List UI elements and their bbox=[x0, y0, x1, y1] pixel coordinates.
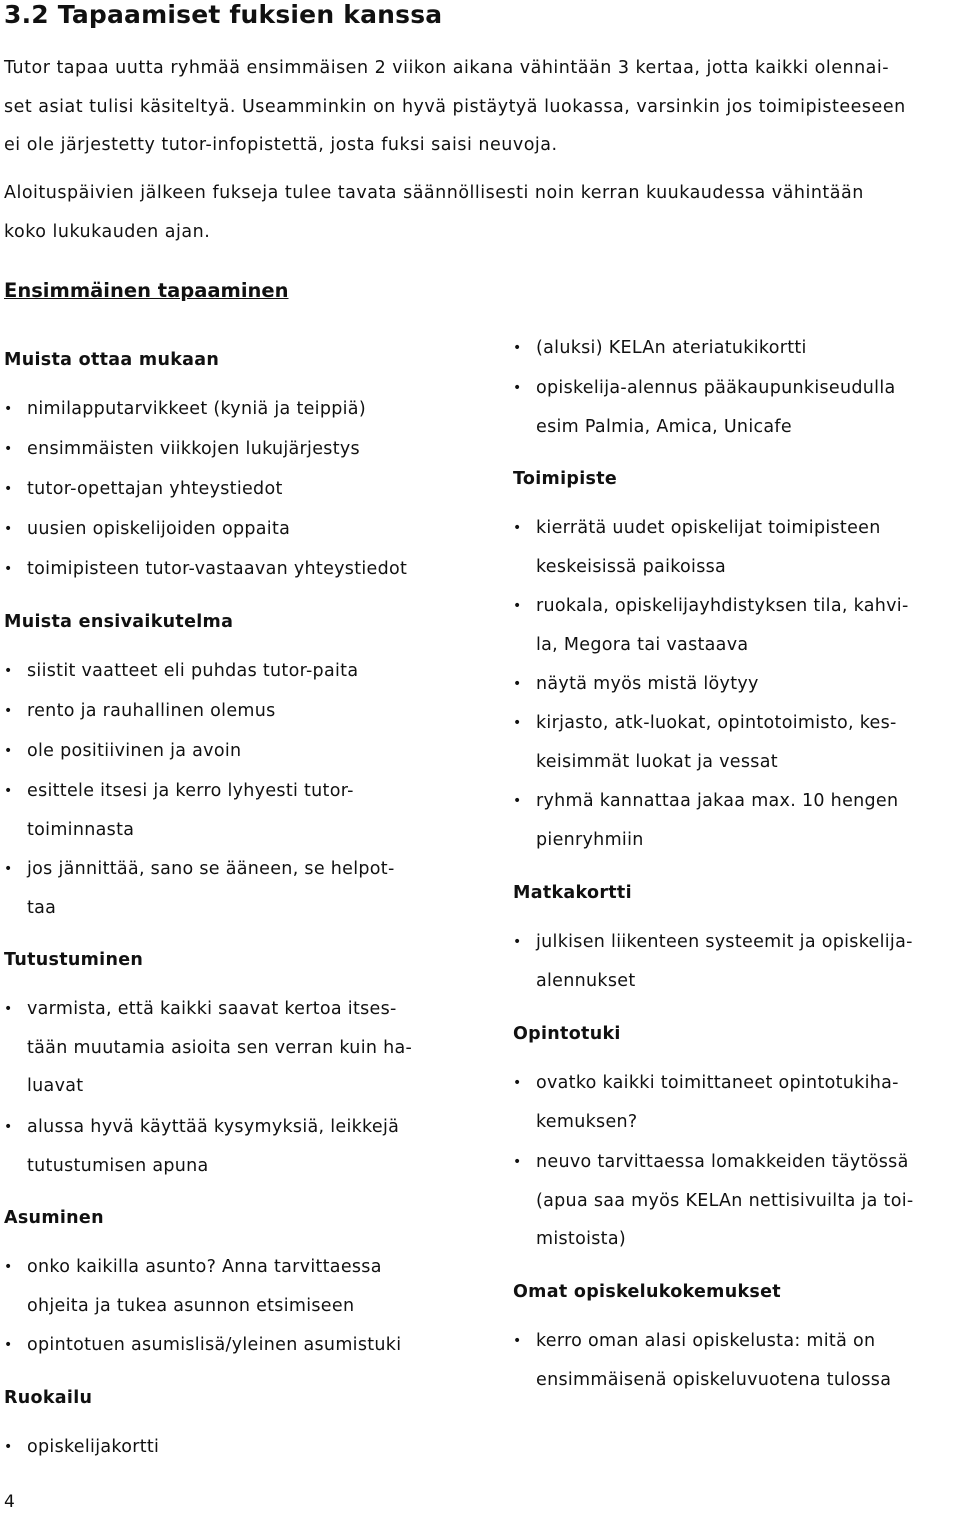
bullet-icon: • bbox=[513, 676, 522, 692]
list-item-text bbox=[27, 470, 444, 509]
bullet-icon: • bbox=[4, 481, 13, 497]
list-item bbox=[513, 369, 953, 446]
list-item bbox=[4, 1428, 444, 1467]
list-item bbox=[513, 923, 953, 1000]
list-item-line: siistit vaatteet eli puhdas tutor-paita bbox=[27, 661, 359, 681]
list-item-line: (apua saa myös KELAn nettisivuilta ja toi- bbox=[536, 1190, 914, 1211]
list-item-text bbox=[27, 1108, 444, 1185]
section-title: Ruokailu bbox=[4, 1388, 93, 1408]
list-item-text bbox=[27, 1428, 444, 1467]
bullet-icon: • bbox=[4, 783, 13, 799]
list-item-line: keisimmät luokat ja vessat bbox=[536, 751, 778, 772]
bullet-icon: • bbox=[4, 861, 13, 877]
list-item-text bbox=[27, 732, 444, 771]
intro-paragraph-2 bbox=[4, 174, 958, 251]
list-item-line: toiminnasta bbox=[27, 819, 135, 840]
bullet-icon: • bbox=[4, 561, 13, 577]
list-item bbox=[4, 550, 444, 589]
list-item-line: esittele itsesi ja kerro lyhyesti tutor- bbox=[27, 781, 354, 801]
list-item bbox=[4, 510, 444, 549]
list-item-text bbox=[27, 1326, 444, 1365]
bullet-icon: • bbox=[513, 934, 522, 950]
list-item bbox=[513, 1143, 953, 1259]
list-item-line: ovatko kaikki toimittaneet opintotukiha- bbox=[536, 1073, 899, 1093]
list-item-line: ruokala, opiskelijayhdistyksen tila, kahvi- bbox=[536, 596, 909, 616]
list-item-line: varmista, että kaikki saavat kertoa itses- bbox=[27, 999, 397, 1019]
list-item bbox=[4, 430, 444, 469]
section-title: Opintotuki bbox=[513, 1024, 621, 1044]
bullet-icon: • bbox=[4, 743, 13, 759]
list-item bbox=[4, 990, 444, 1106]
list-item-line: nimilapputarvikkeet (kyniä ja teippiä) bbox=[27, 399, 366, 419]
list-item-line: julkisen liikenteen systeemit ja opiskelija- bbox=[536, 932, 913, 952]
list-item-text bbox=[536, 369, 953, 446]
bullet-icon: • bbox=[4, 703, 13, 719]
bullet-icon: • bbox=[513, 1075, 522, 1091]
list-item-line: pienryhmiin bbox=[536, 829, 644, 850]
list-item bbox=[513, 587, 953, 664]
list-item-line: toimipisteen tutor-vastaavan yhteystiedot bbox=[27, 559, 408, 579]
intro-paragraph-1 bbox=[4, 49, 958, 165]
list-item bbox=[4, 772, 444, 849]
list-item-line: mistoista) bbox=[536, 1229, 626, 1249]
list-item-line: tään muutamia asioita sen verran kuin ha- bbox=[27, 1037, 413, 1058]
list-item-text bbox=[27, 692, 444, 731]
intro-line: koko lukukauden ajan. bbox=[4, 221, 211, 242]
list-item-text bbox=[27, 850, 444, 927]
list-item bbox=[4, 732, 444, 771]
bullet-icon: • bbox=[513, 715, 522, 731]
list-item bbox=[4, 1248, 444, 1325]
list-item-text bbox=[27, 390, 444, 429]
list-item-line: (aluksi) KELAn ateriatukikortti bbox=[536, 338, 807, 358]
page-number: 4 bbox=[4, 1492, 15, 1512]
list-item bbox=[513, 1064, 953, 1141]
list-item-text bbox=[27, 550, 444, 589]
list-item-text bbox=[27, 1248, 444, 1325]
list-item-line: luavat bbox=[27, 1076, 84, 1096]
list-item bbox=[4, 692, 444, 731]
list-item-line: alussa hyvä käyttää kysymyksiä, leikkejä bbox=[27, 1117, 400, 1137]
list-item bbox=[4, 1108, 444, 1185]
list-item-text bbox=[27, 510, 444, 549]
list-item-line: neuvo tarvittaessa lomakkeiden täytössä bbox=[536, 1152, 909, 1172]
list-item-line: näytä myös mistä löytyy bbox=[536, 674, 759, 694]
list-item bbox=[4, 652, 444, 691]
section-title: Muista ensivaikutelma bbox=[4, 612, 234, 632]
list-item-line: tutustumisen apuna bbox=[27, 1155, 209, 1176]
list-item-text bbox=[536, 782, 953, 859]
list-item bbox=[513, 509, 953, 586]
list-item-text bbox=[536, 923, 953, 1000]
list-item-line: ensimmäisenä opiskeluvuotena tulossa bbox=[536, 1369, 892, 1390]
list-item-text bbox=[536, 704, 953, 781]
bullet-icon: • bbox=[513, 1154, 522, 1170]
first-meeting-subheading: Ensimmäinen tapaaminen bbox=[4, 279, 289, 302]
list-item-line: opintotuen asumislisä/yleinen asumistuki bbox=[27, 1335, 402, 1355]
list-item bbox=[513, 1322, 953, 1399]
list-item-text bbox=[27, 990, 444, 1106]
bullet-icon: • bbox=[513, 520, 522, 536]
list-item-line: kemuksen? bbox=[536, 1111, 638, 1132]
section-title: Omat opiskelukokemukset bbox=[513, 1282, 781, 1302]
list-item-text bbox=[536, 1322, 953, 1399]
list-item-line: rento ja rauhallinen olemus bbox=[27, 701, 276, 721]
bullet-icon: • bbox=[4, 401, 13, 417]
list-item-text bbox=[27, 772, 444, 849]
bullet-icon: • bbox=[513, 1333, 522, 1349]
list-item-line: ryhmä kannattaa jakaa max. 10 hengen bbox=[536, 791, 899, 811]
list-item-text bbox=[536, 329, 953, 368]
list-item-line: ohjeita ja tukea asunnon etsimiseen bbox=[27, 1295, 355, 1316]
list-item bbox=[4, 390, 444, 429]
section-title: Asuminen bbox=[4, 1208, 104, 1228]
list-item-line: opiskelijakortti bbox=[27, 1437, 160, 1457]
bullet-icon: • bbox=[4, 1001, 13, 1017]
list-item-line: ensimmäisten viikkojen lukujärjestys bbox=[27, 439, 360, 459]
bullet-icon: • bbox=[4, 441, 13, 457]
list-item bbox=[513, 665, 953, 704]
bullet-icon: • bbox=[4, 1259, 13, 1275]
list-item bbox=[513, 329, 953, 368]
list-item-line: keskeisissä paikoissa bbox=[536, 556, 727, 577]
bullet-icon: • bbox=[513, 793, 522, 809]
list-item-line: ole positiivinen ja avoin bbox=[27, 741, 242, 761]
list-item-line: la, Megora tai vastaava bbox=[536, 634, 749, 655]
section-title: Tutustuminen bbox=[4, 950, 144, 970]
list-item bbox=[513, 704, 953, 781]
bullet-icon: • bbox=[4, 1439, 13, 1455]
bullet-icon: • bbox=[513, 340, 522, 356]
list-item bbox=[513, 782, 953, 859]
section-heading: 3.2 Tapaamiset fuksien kanssa bbox=[4, 0, 443, 29]
list-item-line: alennukset bbox=[536, 970, 636, 991]
list-item-text bbox=[536, 587, 953, 664]
list-item-line: kirjasto, atk-luokat, opintotoimisto, kes- bbox=[536, 713, 897, 733]
list-item-line: kerro oman alasi opiskelusta: mitä on bbox=[536, 1331, 876, 1351]
list-item-line: esim Palmia, Amica, Unicafe bbox=[536, 416, 792, 437]
list-item-text bbox=[536, 1143, 953, 1259]
section-title: Matkakortti bbox=[513, 883, 632, 903]
bullet-icon: • bbox=[4, 1337, 13, 1353]
bullet-icon: • bbox=[4, 521, 13, 537]
list-item-text bbox=[27, 430, 444, 469]
section-title: Toimipiste bbox=[513, 469, 618, 489]
list-item bbox=[4, 1326, 444, 1365]
list-item-line: jos jännittää, sano se ääneen, se helpot- bbox=[27, 859, 395, 879]
list-item-line: onko kaikilla asunto? Anna tarvittaessa bbox=[27, 1257, 382, 1277]
list-item-text bbox=[536, 665, 953, 704]
list-item-text bbox=[536, 509, 953, 586]
list-item-line: tutor-opettajan yhteystiedot bbox=[27, 479, 283, 499]
intro-line: ei ole järjestetty tutor-infopistettä, josta fuksi saisi neuvoja. bbox=[4, 135, 558, 155]
intro-line: set asiat tulisi käsiteltyä. Useamminkin on hyvä pistäytyä luokassa, varsinkin jos toimipisteeseen bbox=[4, 96, 906, 117]
intro-line: Aloituspäivien jälkeen fukseja tulee tavata säännöllisesti noin kerran kuukaudessa vähintään bbox=[4, 183, 864, 203]
list-item-line: taa bbox=[27, 897, 57, 918]
intro-line: Tutor tapaa uutta ryhmää ensimmäisen 2 viikon aikana vähintään 3 kertaa, jotta kaikki olennai- bbox=[4, 58, 890, 78]
list-item-line: kierrätä uudet opiskelijat toimipisteen bbox=[536, 518, 881, 538]
list-item bbox=[4, 850, 444, 927]
list-item-line: uusien opiskelijoiden oppaita bbox=[27, 519, 291, 539]
list-item-line: opiskelija-alennus pääkaupunkiseudulla bbox=[536, 378, 896, 398]
list-item bbox=[4, 470, 444, 509]
list-item-text bbox=[536, 1064, 953, 1141]
bullet-icon: • bbox=[513, 598, 522, 614]
bullet-icon: • bbox=[4, 663, 13, 679]
bullet-icon: • bbox=[4, 1119, 13, 1135]
bullet-icon: • bbox=[513, 380, 522, 396]
section-title: Muista ottaa mukaan bbox=[4, 350, 220, 370]
list-item-text bbox=[27, 652, 444, 691]
